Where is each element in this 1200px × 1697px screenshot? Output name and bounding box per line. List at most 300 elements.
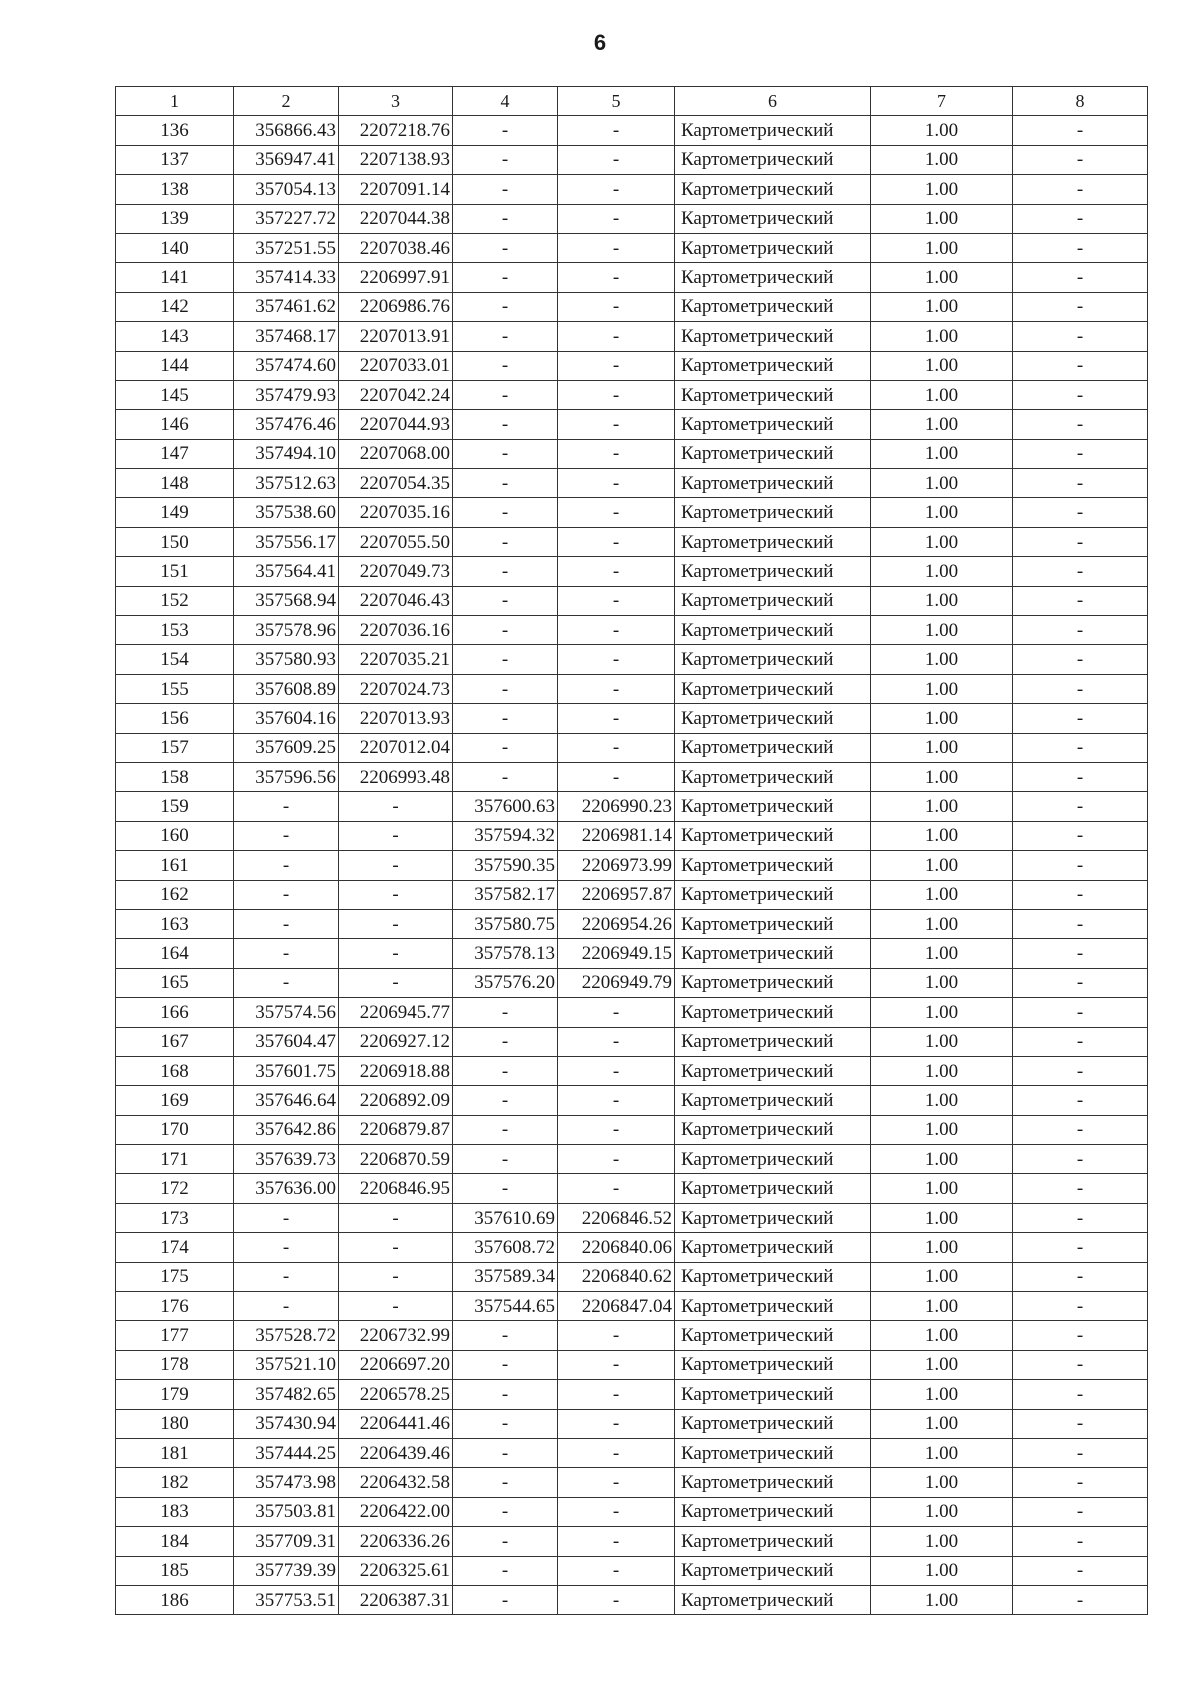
method-cell: Картометрический <box>675 733 871 762</box>
point-number-cell: 145 <box>116 380 234 409</box>
y-new-cell: - <box>558 1468 675 1497</box>
y-old-cell: 2206336.26 <box>339 1527 453 1556</box>
x-new-cell: - <box>453 1321 558 1350</box>
point-number-cell: 181 <box>116 1438 234 1467</box>
method-cell: Картометрический <box>675 1027 871 1056</box>
x-new-cell: - <box>453 1497 558 1526</box>
x-old-cell: 357578.96 <box>234 616 339 645</box>
table-header-row <box>116 87 1148 116</box>
x-new-cell: - <box>453 292 558 321</box>
x-new-cell: 357578.13 <box>453 939 558 968</box>
y-new-cell: - <box>558 1321 675 1350</box>
precision-cell: 1.00 <box>871 233 1013 262</box>
y-new-cell: 2206949.79 <box>558 968 675 997</box>
x-new-cell: - <box>453 263 558 292</box>
precision-cell: 1.00 <box>871 909 1013 938</box>
method-cell: Картометрический <box>675 998 871 1027</box>
y-new-cell: - <box>558 586 675 615</box>
x-old-cell: 357601.75 <box>234 1056 339 1085</box>
table-row <box>116 1115 1148 1144</box>
y-new-cell: - <box>558 1115 675 1144</box>
x-new-cell: - <box>453 380 558 409</box>
x-old-cell: - <box>234 1292 339 1321</box>
x-new-cell: - <box>453 1115 558 1144</box>
table-row <box>116 410 1148 439</box>
description-cell: - <box>1013 1556 1148 1585</box>
method-cell: Картометрический <box>675 851 871 880</box>
y-old-cell: - <box>339 1203 453 1232</box>
y-old-cell: - <box>339 939 453 968</box>
point-number-cell: 143 <box>116 322 234 351</box>
description-cell: - <box>1013 1380 1148 1409</box>
page-number: 6 <box>593 30 607 55</box>
table-row <box>116 145 1148 174</box>
method-cell: Картометрический <box>675 880 871 909</box>
x-new-cell: 357600.63 <box>453 792 558 821</box>
table-row <box>116 380 1148 409</box>
x-new-cell: - <box>453 233 558 262</box>
x-new-cell: - <box>453 733 558 762</box>
x-old-cell: 357564.41 <box>234 557 339 586</box>
description-cell: - <box>1013 1086 1148 1115</box>
precision-cell: 1.00 <box>871 1262 1013 1291</box>
description-cell: - <box>1013 733 1148 762</box>
y-new-cell: - <box>558 204 675 233</box>
description-cell: - <box>1013 1056 1148 1085</box>
x-old-cell: 357444.25 <box>234 1438 339 1467</box>
x-new-cell: - <box>453 1556 558 1585</box>
description-cell: - <box>1013 1585 1148 1614</box>
x-old-cell: 357538.60 <box>234 498 339 527</box>
precision-cell: 1.00 <box>871 1203 1013 1232</box>
x-old-cell: 357639.73 <box>234 1145 339 1174</box>
description-cell: - <box>1013 704 1148 733</box>
point-number-cell: 171 <box>116 1145 234 1174</box>
point-number-cell: 154 <box>116 645 234 674</box>
point-number-cell: 169 <box>116 1086 234 1115</box>
table-row <box>116 1086 1148 1115</box>
y-old-cell: - <box>339 1233 453 1262</box>
y-new-cell: - <box>558 1527 675 1556</box>
point-number-cell: 153 <box>116 616 234 645</box>
point-number-cell: 156 <box>116 704 234 733</box>
y-old-cell: 2206732.99 <box>339 1321 453 1350</box>
table-row <box>116 292 1148 321</box>
y-new-cell: - <box>558 175 675 204</box>
y-old-cell: 2207013.91 <box>339 322 453 351</box>
precision-cell: 1.00 <box>871 351 1013 380</box>
method-cell: Картометрический <box>675 116 871 145</box>
x-new-cell: - <box>453 1027 558 1056</box>
description-cell: - <box>1013 851 1148 880</box>
point-number-cell: 167 <box>116 1027 234 1056</box>
y-old-cell: 2207138.93 <box>339 145 453 174</box>
y-old-cell: 2206422.00 <box>339 1497 453 1526</box>
point-number-cell: 137 <box>116 145 234 174</box>
y-old-cell: 2207033.01 <box>339 351 453 380</box>
x-old-cell: 357473.98 <box>234 1468 339 1497</box>
table-row <box>116 1350 1148 1379</box>
precision-cell: 1.00 <box>871 292 1013 321</box>
x-new-cell: - <box>453 645 558 674</box>
precision-cell: 1.00 <box>871 1145 1013 1174</box>
precision-cell: 1.00 <box>871 968 1013 997</box>
table-row <box>116 1468 1148 1497</box>
point-number-cell: 140 <box>116 233 234 262</box>
method-cell: Картометрический <box>675 351 871 380</box>
x-old-cell: - <box>234 792 339 821</box>
method-cell: Картометрический <box>675 498 871 527</box>
x-old-cell: - <box>234 1203 339 1232</box>
precision-cell: 1.00 <box>871 1380 1013 1409</box>
precision-cell: 1.00 <box>871 1438 1013 1467</box>
precision-cell: 1.00 <box>871 1585 1013 1614</box>
precision-cell: 1.00 <box>871 762 1013 791</box>
y-new-cell: - <box>558 380 675 409</box>
y-new-cell: - <box>558 557 675 586</box>
method-cell: Картометрический <box>675 557 871 586</box>
y-old-cell: 2207036.16 <box>339 616 453 645</box>
y-old-cell: - <box>339 821 453 850</box>
precision-cell: 1.00 <box>871 616 1013 645</box>
precision-cell: 1.00 <box>871 116 1013 145</box>
method-cell: Картометрический <box>675 1350 871 1379</box>
x-new-cell: - <box>453 351 558 380</box>
point-number-cell: 183 <box>116 1497 234 1526</box>
x-old-cell: - <box>234 1233 339 1262</box>
x-new-cell: 357590.35 <box>453 851 558 880</box>
precision-cell: 1.00 <box>871 821 1013 850</box>
table-row <box>116 1262 1148 1291</box>
x-new-cell: - <box>453 998 558 1027</box>
table-row <box>116 645 1148 674</box>
description-cell: - <box>1013 1115 1148 1144</box>
method-cell: Картометрический <box>675 1527 871 1556</box>
precision-cell: 1.00 <box>871 498 1013 527</box>
precision-cell: 1.00 <box>871 175 1013 204</box>
x-new-cell: - <box>453 498 558 527</box>
x-old-cell: 357753.51 <box>234 1585 339 1614</box>
column-header-5: 5 <box>558 87 675 116</box>
point-number-cell: 173 <box>116 1203 234 1232</box>
description-cell: - <box>1013 292 1148 321</box>
method-cell: Картометрический <box>675 1145 871 1174</box>
x-old-cell: 357604.47 <box>234 1027 339 1056</box>
x-new-cell: - <box>453 116 558 145</box>
x-old-cell: 357580.93 <box>234 645 339 674</box>
y-old-cell: 2207024.73 <box>339 674 453 703</box>
point-number-cell: 176 <box>116 1292 234 1321</box>
precision-cell: 1.00 <box>871 880 1013 909</box>
method-cell: Картометрический <box>675 380 871 409</box>
x-old-cell: 356947.41 <box>234 145 339 174</box>
y-new-cell: - <box>558 1086 675 1115</box>
description-cell: - <box>1013 1468 1148 1497</box>
method-cell: Картометрический <box>675 175 871 204</box>
description-cell: - <box>1013 1527 1148 1556</box>
y-old-cell: 2207044.93 <box>339 410 453 439</box>
point-number-cell: 157 <box>116 733 234 762</box>
x-old-cell: 357646.64 <box>234 1086 339 1115</box>
y-new-cell: 2206847.04 <box>558 1292 675 1321</box>
y-old-cell: 2207042.24 <box>339 380 453 409</box>
precision-cell: 1.00 <box>871 792 1013 821</box>
description-cell: - <box>1013 1145 1148 1174</box>
point-number-cell: 172 <box>116 1174 234 1203</box>
x-old-cell: 357479.93 <box>234 380 339 409</box>
table-row <box>116 733 1148 762</box>
description-cell: - <box>1013 263 1148 292</box>
method-cell: Картометрический <box>675 762 871 791</box>
x-old-cell: 357251.55 <box>234 233 339 262</box>
y-new-cell: - <box>558 645 675 674</box>
precision-cell: 1.00 <box>871 586 1013 615</box>
x-old-cell: - <box>234 880 339 909</box>
x-new-cell: - <box>453 557 558 586</box>
x-old-cell: 357476.46 <box>234 410 339 439</box>
y-new-cell: 2206973.99 <box>558 851 675 880</box>
method-cell: Картометрический <box>675 410 871 439</box>
x-new-cell: - <box>453 145 558 174</box>
table-row <box>116 351 1148 380</box>
description-cell: - <box>1013 1233 1148 1262</box>
x-old-cell: 357609.25 <box>234 733 339 762</box>
method-cell: Картометрический <box>675 1115 871 1144</box>
table-row <box>116 204 1148 233</box>
method-cell: Картометрический <box>675 1585 871 1614</box>
y-new-cell: - <box>558 704 675 733</box>
method-cell: Картометрический <box>675 645 871 674</box>
x-old-cell: 357494.10 <box>234 439 339 468</box>
point-number-cell: 166 <box>116 998 234 1027</box>
table-row <box>116 469 1148 498</box>
y-old-cell: 2206387.31 <box>339 1585 453 1614</box>
x-old-cell: 357604.16 <box>234 704 339 733</box>
description-cell: - <box>1013 880 1148 909</box>
precision-cell: 1.00 <box>871 1027 1013 1056</box>
point-number-cell: 184 <box>116 1527 234 1556</box>
x-new-cell: - <box>453 704 558 733</box>
description-cell: - <box>1013 762 1148 791</box>
precision-cell: 1.00 <box>871 704 1013 733</box>
description-cell: - <box>1013 1174 1148 1203</box>
x-old-cell: 357528.72 <box>234 1321 339 1350</box>
point-number-cell: 177 <box>116 1321 234 1350</box>
method-cell: Картометрический <box>675 1086 871 1115</box>
table-row <box>116 704 1148 733</box>
x-new-cell: - <box>453 1527 558 1556</box>
description-cell: - <box>1013 204 1148 233</box>
x-old-cell: 357521.10 <box>234 1350 339 1379</box>
y-old-cell: 2206870.59 <box>339 1145 453 1174</box>
method-cell: Картометрический <box>675 439 871 468</box>
y-new-cell: - <box>558 733 675 762</box>
method-cell: Картометрический <box>675 968 871 997</box>
precision-cell: 1.00 <box>871 1292 1013 1321</box>
y-new-cell: - <box>558 762 675 791</box>
y-new-cell: - <box>558 145 675 174</box>
method-cell: Картометрический <box>675 1321 871 1350</box>
y-old-cell: - <box>339 968 453 997</box>
method-cell: Картометрический <box>675 233 871 262</box>
x-old-cell: 357568.94 <box>234 586 339 615</box>
point-number-cell: 152 <box>116 586 234 615</box>
y-new-cell: - <box>558 1350 675 1379</box>
y-new-cell: - <box>558 469 675 498</box>
precision-cell: 1.00 <box>871 322 1013 351</box>
y-old-cell: 2207218.76 <box>339 116 453 145</box>
description-cell: - <box>1013 1409 1148 1438</box>
y-old-cell: 2207068.00 <box>339 439 453 468</box>
x-old-cell: 357636.00 <box>234 1174 339 1203</box>
x-new-cell: 357580.75 <box>453 909 558 938</box>
y-old-cell: - <box>339 792 453 821</box>
x-new-cell: - <box>453 762 558 791</box>
description-cell: - <box>1013 645 1148 674</box>
table-row <box>116 586 1148 615</box>
y-old-cell: 2206439.46 <box>339 1438 453 1467</box>
table-row <box>116 1027 1148 1056</box>
y-new-cell: - <box>558 292 675 321</box>
x-new-cell: - <box>453 204 558 233</box>
description-cell: - <box>1013 998 1148 1027</box>
point-number-cell: 179 <box>116 1380 234 1409</box>
point-number-cell: 178 <box>116 1350 234 1379</box>
method-cell: Картометрический <box>675 145 871 174</box>
x-old-cell: - <box>234 1262 339 1291</box>
table-row <box>116 1409 1148 1438</box>
coordinates-table <box>115 86 1148 1615</box>
x-old-cell: 357608.89 <box>234 674 339 703</box>
precision-cell: 1.00 <box>871 145 1013 174</box>
method-cell: Картометрический <box>675 1262 871 1291</box>
table-row <box>116 821 1148 850</box>
precision-cell: 1.00 <box>871 1321 1013 1350</box>
description-cell: - <box>1013 821 1148 850</box>
x-old-cell: 357739.39 <box>234 1556 339 1585</box>
method-cell: Картометрический <box>675 527 871 556</box>
point-number-cell: 168 <box>116 1056 234 1085</box>
point-number-cell: 175 <box>116 1262 234 1291</box>
y-old-cell: 2207054.35 <box>339 469 453 498</box>
y-old-cell: 2206697.20 <box>339 1350 453 1379</box>
y-new-cell: - <box>558 1145 675 1174</box>
y-old-cell: 2206986.76 <box>339 292 453 321</box>
y-new-cell: - <box>558 1027 675 1056</box>
precision-cell: 1.00 <box>871 1497 1013 1526</box>
x-new-cell: - <box>453 586 558 615</box>
y-old-cell: 2207035.21 <box>339 645 453 674</box>
description-cell: - <box>1013 469 1148 498</box>
x-new-cell: 357544.65 <box>453 1292 558 1321</box>
description-cell: - <box>1013 233 1148 262</box>
table-row <box>116 322 1148 351</box>
point-number-cell: 174 <box>116 1233 234 1262</box>
precision-cell: 1.00 <box>871 733 1013 762</box>
y-new-cell: - <box>558 322 675 351</box>
point-number-cell: 160 <box>116 821 234 850</box>
x-new-cell: - <box>453 1380 558 1409</box>
description-cell: - <box>1013 557 1148 586</box>
method-cell: Картометрический <box>675 204 871 233</box>
y-old-cell: 2206846.95 <box>339 1174 453 1203</box>
column-header-8: 8 <box>1013 87 1148 116</box>
y-new-cell: 2206949.15 <box>558 939 675 968</box>
precision-cell: 1.00 <box>871 1086 1013 1115</box>
y-new-cell: - <box>558 1497 675 1526</box>
table-row <box>116 939 1148 968</box>
y-old-cell: 2206441.46 <box>339 1409 453 1438</box>
method-cell: Картометрический <box>675 1233 871 1262</box>
table-row <box>116 1233 1148 1262</box>
x-old-cell: 357709.31 <box>234 1527 339 1556</box>
x-old-cell: - <box>234 851 339 880</box>
point-number-cell: 151 <box>116 557 234 586</box>
y-old-cell: 2207091.14 <box>339 175 453 204</box>
y-new-cell: - <box>558 998 675 1027</box>
x-old-cell: - <box>234 968 339 997</box>
table-row <box>116 674 1148 703</box>
y-old-cell: 2206578.25 <box>339 1380 453 1409</box>
table-row <box>116 263 1148 292</box>
x-old-cell: 357227.72 <box>234 204 339 233</box>
y-new-cell: - <box>558 1438 675 1467</box>
precision-cell: 1.00 <box>871 998 1013 1027</box>
x-new-cell: 357608.72 <box>453 1233 558 1262</box>
method-cell: Картометрический <box>675 1556 871 1585</box>
description-cell: - <box>1013 410 1148 439</box>
table-row <box>116 1203 1148 1232</box>
precision-cell: 1.00 <box>871 1115 1013 1144</box>
method-cell: Картометрический <box>675 616 871 645</box>
table-row <box>116 439 1148 468</box>
x-new-cell: - <box>453 1585 558 1614</box>
point-number-cell: 164 <box>116 939 234 968</box>
y-old-cell: 2207038.46 <box>339 233 453 262</box>
table-row <box>116 1145 1148 1174</box>
point-number-cell: 146 <box>116 410 234 439</box>
x-new-cell: - <box>453 1174 558 1203</box>
x-old-cell: 357482.65 <box>234 1380 339 1409</box>
y-old-cell: 2207049.73 <box>339 557 453 586</box>
table-row <box>116 116 1148 145</box>
column-header-7: 7 <box>871 87 1013 116</box>
point-number-cell: 150 <box>116 527 234 556</box>
y-new-cell: - <box>558 1380 675 1409</box>
description-cell: - <box>1013 175 1148 204</box>
table-row <box>116 1527 1148 1556</box>
table-row <box>116 792 1148 821</box>
x-new-cell: - <box>453 175 558 204</box>
point-number-cell: 186 <box>116 1585 234 1614</box>
table-row <box>116 998 1148 1027</box>
method-cell: Картометрический <box>675 1292 871 1321</box>
point-number-cell: 180 <box>116 1409 234 1438</box>
table-row <box>116 1585 1148 1614</box>
precision-cell: 1.00 <box>871 410 1013 439</box>
y-new-cell: - <box>558 263 675 292</box>
precision-cell: 1.00 <box>871 851 1013 880</box>
table-row <box>116 527 1148 556</box>
table-row <box>116 968 1148 997</box>
point-number-cell: 144 <box>116 351 234 380</box>
y-old-cell: 2207012.04 <box>339 733 453 762</box>
y-new-cell: - <box>558 233 675 262</box>
x-new-cell: - <box>453 322 558 351</box>
table-row <box>116 1497 1148 1526</box>
point-number-cell: 161 <box>116 851 234 880</box>
description-cell: - <box>1013 116 1148 145</box>
